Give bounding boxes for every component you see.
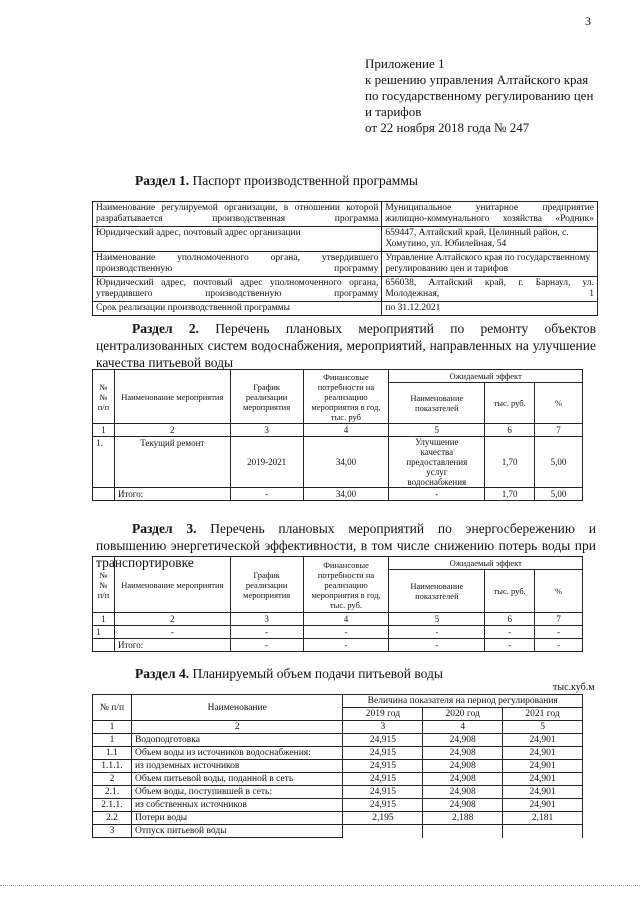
column-number-row (93, 721, 583, 734)
cell-name: Текущий ремонт (114, 437, 230, 488)
section4-title (135, 665, 443, 682)
cell-name: Объем питьевой воды, поданной в сеть (131, 773, 343, 786)
column-number: 6 (485, 613, 535, 626)
section3-heading: Перечень плановых мероприятий по энергосбережению и повышению энергетической эффективности, в том числе снижению потерь воды при транспортировке (96, 521, 596, 570)
section2-title (96, 320, 596, 371)
cell-name: - (114, 626, 230, 639)
column-number: 6 (485, 424, 535, 437)
energy-measures-table (92, 556, 583, 652)
cell-num: 1 (93, 734, 132, 747)
cell-value: 24,908 (423, 799, 503, 812)
cell-schedule: 2019-2021 (230, 437, 303, 488)
col-header-num: №№ п/п (93, 370, 115, 424)
repair-measures-table (92, 369, 583, 501)
total-thousand: - (485, 639, 535, 652)
column-number: 2 (114, 424, 230, 437)
col-header-year: 2020 год (423, 708, 503, 721)
column-number: 5 (503, 721, 583, 734)
cell-name: Водоподготовка (131, 734, 343, 747)
appendix-line: Приложение 1 (365, 56, 445, 71)
total-thousand: 1,70 (485, 488, 535, 501)
passport-label: Срок реализации производственной программы (93, 302, 382, 316)
table-row (93, 825, 583, 838)
cell-value: 24,915 (343, 773, 423, 786)
cell-thousand: - (485, 626, 535, 639)
total-indicator: - (389, 488, 485, 501)
table-header-row (93, 370, 583, 383)
column-number: 3 (230, 613, 303, 626)
cell-value: 24,908 (423, 747, 503, 760)
col-header-indicator: Наименование показателей (389, 383, 485, 424)
cell-indicator: - (389, 626, 485, 639)
col-header-effect: Ожидаемый эффект (389, 370, 583, 383)
cell-finance: 34,00 (303, 437, 389, 488)
cell-value: 24,901 (503, 786, 583, 799)
column-number: 4 (303, 424, 389, 437)
col-header-period: Величина показателя на период регулирования (343, 695, 583, 708)
col-header-name: Наименование (131, 695, 343, 721)
cell-num: 2.2 (93, 812, 132, 825)
passport-label: Юридический адрес, почтовый адрес уполномоченного органа, утвердившего производственную программу (93, 277, 382, 302)
table-row (93, 760, 583, 773)
cell-value: 2,188 (423, 812, 503, 825)
passport-value: 659447, Алтайский край, Целинный район, с. Хомутино, ул. Юбилейная, 54 (382, 227, 598, 252)
cell-value: 24,915 (343, 734, 423, 747)
cell-num: 2.1.1. (93, 799, 132, 812)
col-header-year: 2021 год (503, 708, 583, 721)
table-row (93, 786, 583, 799)
table-row (93, 252, 598, 277)
unit-label: тыс.куб.м (553, 682, 595, 693)
col-header-name: Наименование мероприятия (114, 557, 230, 613)
col-header-finance: Финансовые потребности на реализацию мероприятия в год, тыс. руб. (303, 557, 389, 613)
cell-percent: 5,00 (535, 437, 583, 488)
table-row (93, 302, 598, 316)
cell-value (503, 825, 583, 838)
table-header-row (93, 557, 583, 570)
table-row (93, 812, 583, 825)
col-header-percent: % (535, 570, 583, 613)
total-indicator: - (389, 639, 485, 652)
col-header-name: Наименование мероприятия (114, 370, 230, 424)
appendix-header (365, 56, 593, 136)
section2-heading: Перечень плановых мероприятий по ремонту объектов централизованных систем водоснабжения, мероприятий, направленных на улучшение качества питьевой воды (96, 321, 597, 370)
table-total-row (93, 488, 583, 501)
passport-label: Наименование регулируемой организации, в отношении которой разрабатывается производственная программа (93, 202, 382, 227)
section1-heading: Паспорт производственной программы (192, 173, 418, 188)
table-row (93, 227, 598, 252)
cell-value: 24,908 (423, 786, 503, 799)
cell-value: 24,915 (343, 786, 423, 799)
cell-value: 24,901 (503, 760, 583, 773)
column-number-row (93, 613, 583, 626)
passport-value: 656038, Алтайский край, г. Барнаул, ул. Молодежная, 1 (382, 277, 598, 302)
passport-value: Муниципальное унитарное предприятие жилищно-коммунального хозяйства «Родник» (382, 202, 598, 227)
appendix-line: к решению управления Алтайского края (365, 72, 589, 87)
cell-value: 2,195 (343, 812, 423, 825)
section2-prefix: Раздел 2. (132, 321, 199, 336)
total-schedule: - (230, 639, 303, 652)
column-number: 4 (423, 721, 503, 734)
appendix-line: по государственному регулированию цен (365, 88, 594, 103)
cell-num: 1. (93, 437, 115, 488)
section1-title (135, 172, 418, 189)
page-bottom-edge (0, 885, 640, 886)
cell-schedule: - (230, 626, 303, 639)
col-header-num: № п/п (93, 695, 132, 721)
column-number: 1 (93, 613, 115, 626)
table-row (93, 437, 583, 488)
column-number: 7 (535, 424, 583, 437)
cell-thousand: 1,70 (485, 437, 535, 488)
cell-empty (93, 488, 115, 501)
cell-num: 1.1.1. (93, 760, 132, 773)
cell-name: Объем воды из источников водоснабжения: (131, 747, 343, 760)
cell-indicator: Улучшение качества предоставления услуг водоснабжения (389, 437, 485, 488)
section1-prefix: Раздел 1. (135, 173, 190, 188)
cell-value: 24,901 (503, 799, 583, 812)
col-header-num: №№ п/п (93, 557, 115, 613)
cell-name: из собственных источников (131, 799, 343, 812)
cell-empty (93, 639, 115, 652)
cell-value: 24,901 (503, 773, 583, 786)
section3-prefix: Раздел 3. (132, 521, 197, 536)
col-header-year: 2019 год (343, 708, 423, 721)
col-header-indicator: Наименование показателей (389, 570, 485, 613)
passport-value: Управление Алтайского края по государственному регулированию цен и тарифов (382, 252, 598, 277)
col-header-thousand: тыс. руб. (485, 570, 535, 613)
cell-percent: - (535, 626, 583, 639)
cell-name: Отпуск питьевой воды (131, 825, 343, 838)
total-label: Итого: (114, 639, 230, 652)
cell-num: 2.1. (93, 786, 132, 799)
column-number: 1 (93, 424, 115, 437)
column-number: 3 (230, 424, 303, 437)
passport-label: Юридический адрес, почтовый адрес организации (93, 227, 382, 252)
table-header-row (93, 695, 583, 708)
table-row (93, 734, 583, 747)
column-number: 5 (389, 424, 485, 437)
column-number: 3 (343, 721, 423, 734)
section4-prefix: Раздел 4. (135, 666, 190, 681)
column-number: 5 (389, 613, 485, 626)
section4-heading: Планируемый объем подачи питьевой воды (192, 666, 443, 681)
cell-value: 24,908 (423, 773, 503, 786)
passport-value: по 31.12.2021 (382, 302, 598, 316)
water-volume-table (92, 694, 583, 838)
total-percent: - (535, 639, 583, 652)
cell-value: 24,908 (423, 760, 503, 773)
table-row (93, 773, 583, 786)
cell-finance: - (303, 626, 389, 639)
total-finance: 34,00 (303, 488, 389, 501)
cell-num: 1.1 (93, 747, 132, 760)
table-row (93, 799, 583, 812)
col-header-finance: Финансовые потребности на реализацию мероприятия в год, тыс. руб (303, 370, 389, 424)
cell-name: Потери воды (131, 812, 343, 825)
cell-value: 24,915 (343, 760, 423, 773)
cell-num: 3 (93, 825, 132, 838)
passport-label: Наименование уполномоченного органа, утвердившего производственную программу (93, 252, 382, 277)
cell-num: 2 (93, 773, 132, 786)
column-number: 1 (93, 721, 132, 734)
cell-value: 24,915 (343, 799, 423, 812)
cell-value: 2,181 (503, 812, 583, 825)
cell-num: 1 (93, 626, 115, 639)
col-header-schedule: График реализации мероприятия (230, 370, 303, 424)
column-number: 2 (114, 613, 230, 626)
total-label: Итого: (114, 488, 230, 501)
total-percent: 5,00 (535, 488, 583, 501)
table-total-row (93, 639, 583, 652)
col-header-thousand: тыс. руб. (485, 383, 535, 424)
appendix-line: от 22 ноября 2018 года № 247 (365, 120, 530, 135)
cell-value: 24,901 (503, 747, 583, 760)
col-header-effect: Ожидаемый эффект (389, 557, 583, 570)
appendix-line: и тарифов (365, 104, 422, 119)
cell-name: из подземных источников (131, 760, 343, 773)
table-row (93, 277, 598, 302)
col-header-percent: % (535, 383, 583, 424)
table-row (93, 747, 583, 760)
page-number: 3 (585, 14, 591, 28)
cell-value: 24,901 (503, 734, 583, 747)
col-header-schedule: График реализации мероприятия (230, 557, 303, 613)
table-row (93, 202, 598, 227)
cell-value (343, 825, 423, 838)
table-row (93, 626, 583, 639)
cell-value (423, 825, 503, 838)
column-number: 7 (535, 613, 583, 626)
column-number-row (93, 424, 583, 437)
cell-name: Объем воды, поступившей в сеть: (131, 786, 343, 799)
total-finance: - (303, 639, 389, 652)
cell-value: 24,915 (343, 747, 423, 760)
column-number: 4 (303, 613, 389, 626)
passport-table (92, 201, 598, 316)
total-schedule: - (230, 488, 303, 501)
column-number: 2 (131, 721, 343, 734)
cell-value: 24,908 (423, 734, 503, 747)
